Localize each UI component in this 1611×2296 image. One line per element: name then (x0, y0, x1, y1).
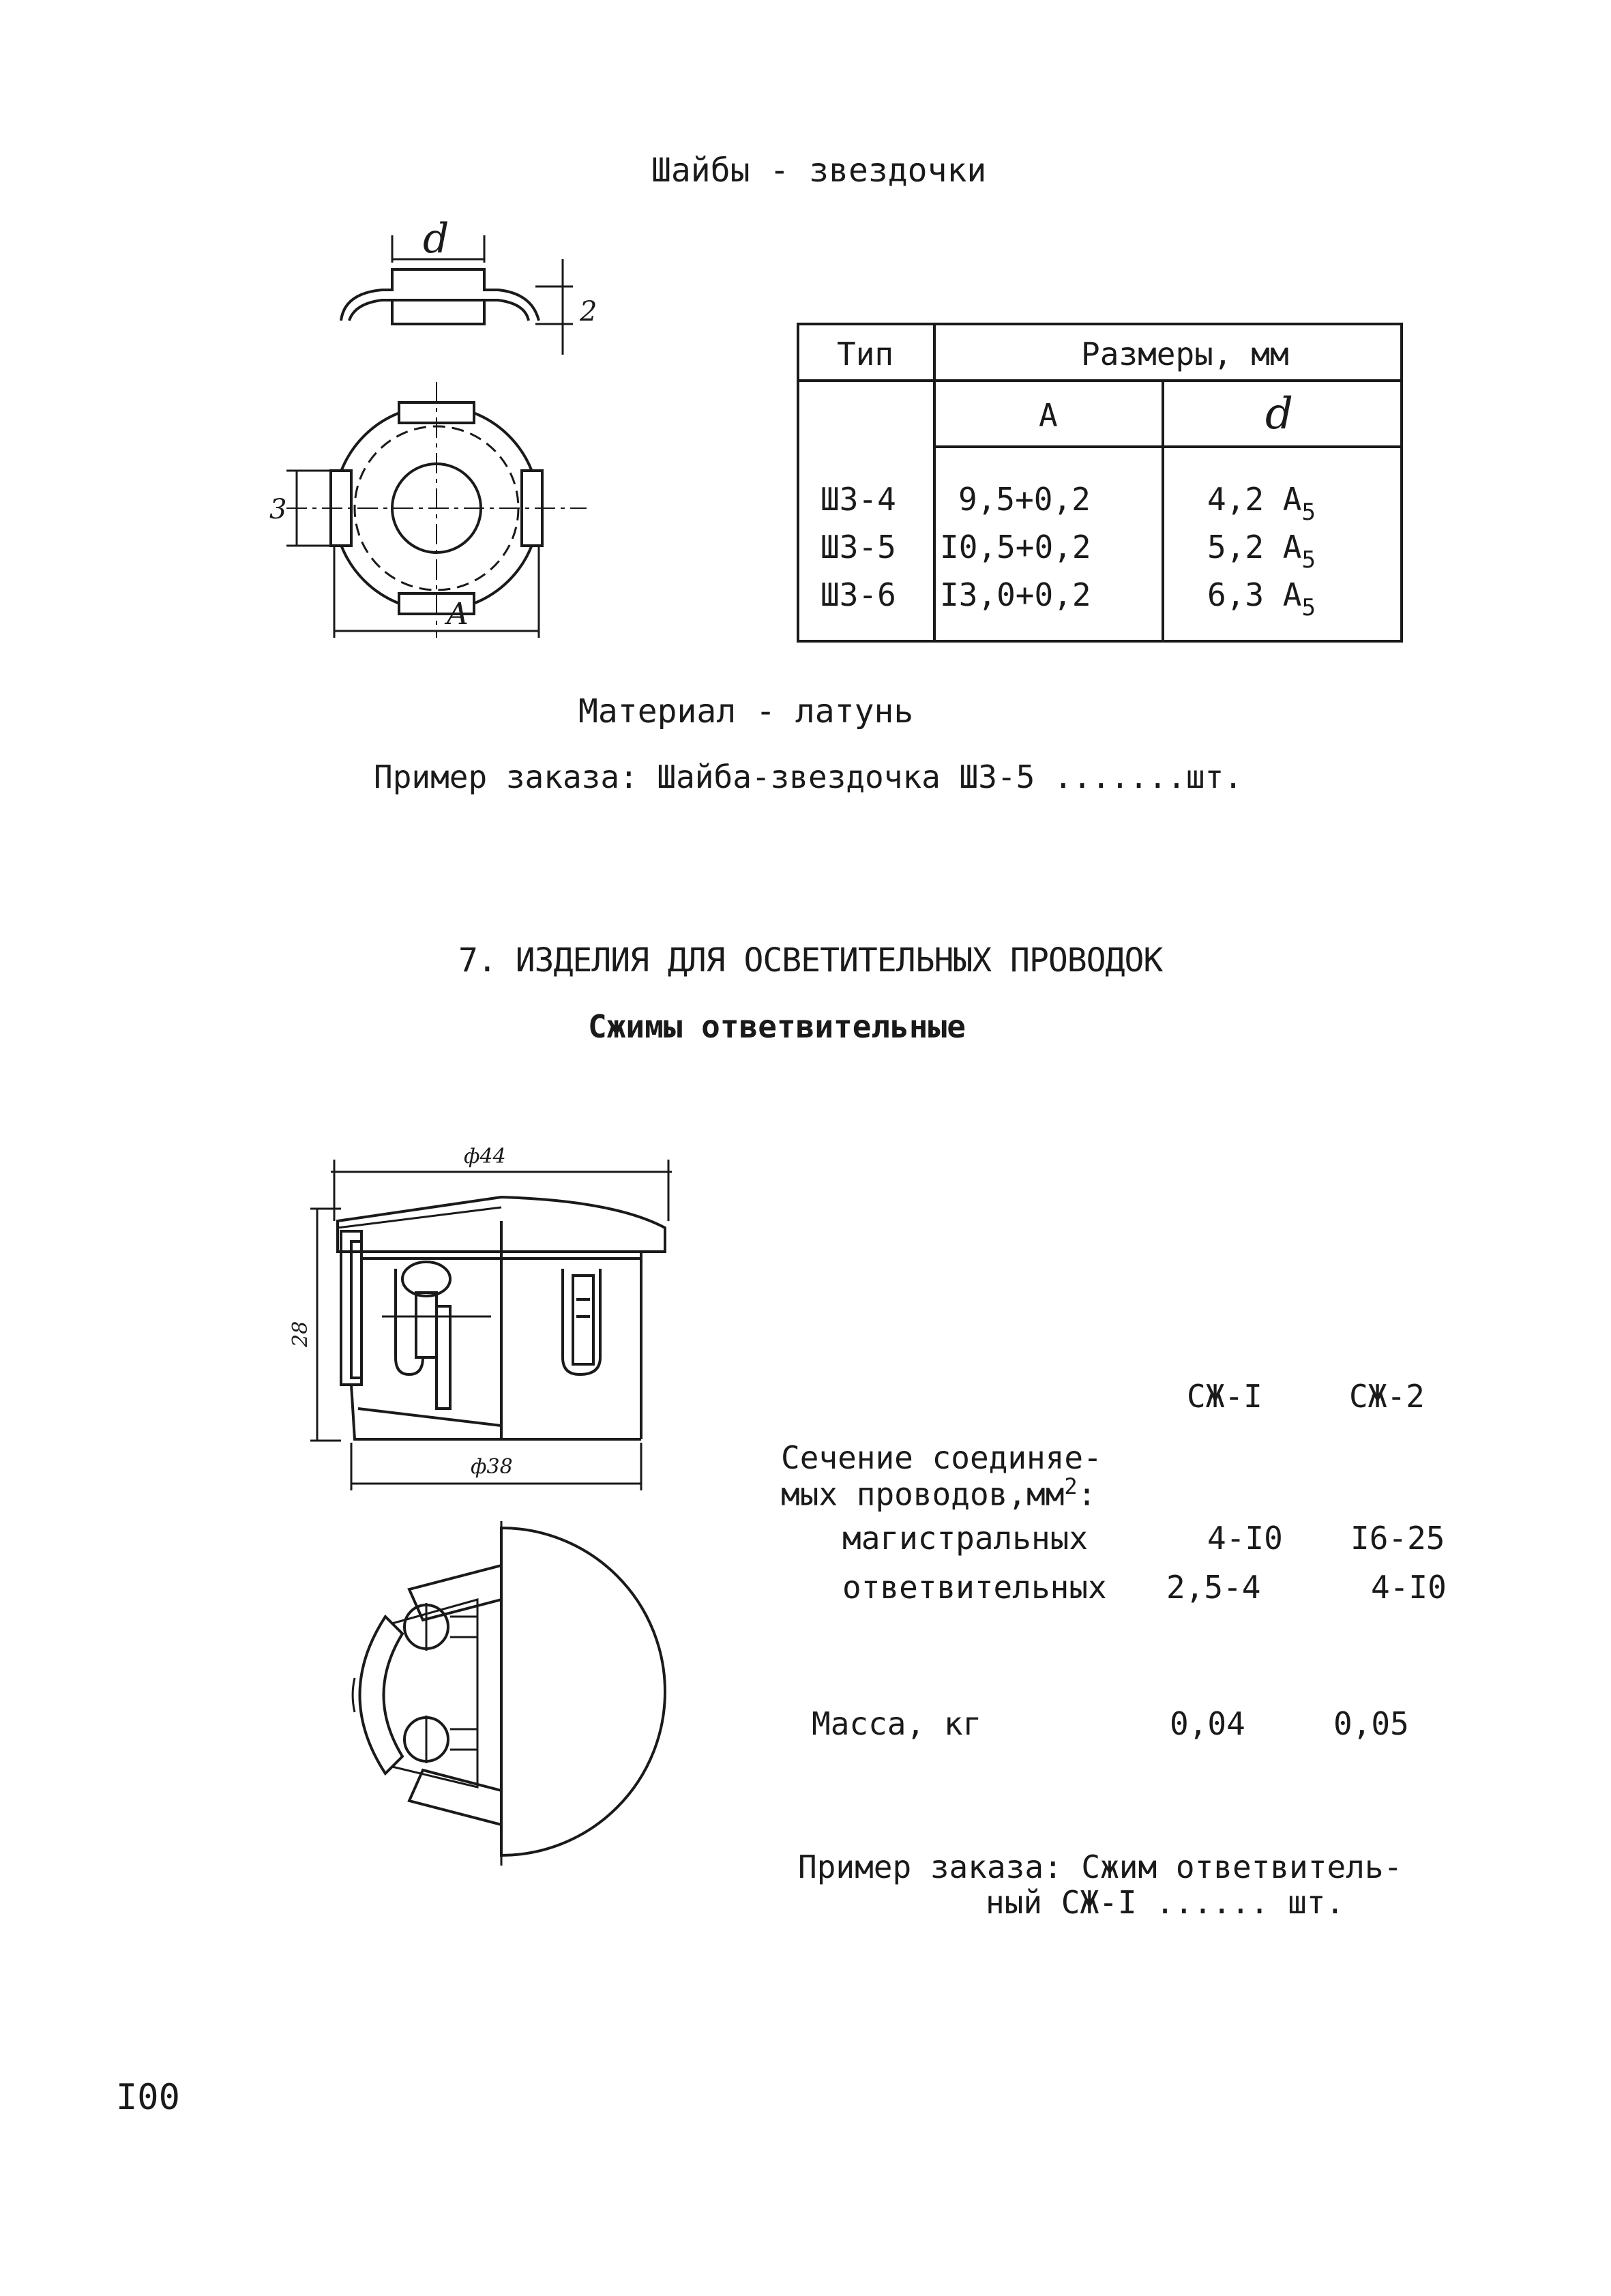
clamp-row-main-label: магистральных (842, 1520, 1089, 1557)
clamp-order-example: Пример заказа: Сжим ответвитель- (798, 1849, 1403, 1885)
table-row-A: 9,5+0,2 (958, 481, 1091, 518)
washer-dim-2: 2 (580, 296, 597, 327)
clamp-row-branch-v1: 2,5-4 (1166, 1569, 1261, 1606)
table-row-type: ШЗ-6 (821, 576, 896, 613)
clamp-order-example-2: ный СЖ-I ...... шт. (986, 1884, 1345, 1921)
table-header-A: A (1039, 397, 1058, 434)
clamp-row-main-v1: 4-I0 (1207, 1520, 1283, 1557)
table-row-d: 5,2 $A_5$ (1207, 529, 1316, 574)
table-header-d: d (1265, 389, 1293, 439)
clamp-section-label-2: мых $проводов,мм^2$: (781, 1473, 1097, 1513)
clamp-dim-38: ф38 (471, 1455, 513, 1479)
clamp-mass-v1: 0,04 (1170, 1705, 1245, 1742)
clamp-section-label: Сечение соединяе- (781, 1439, 1102, 1476)
washer-dim-d: d (423, 215, 449, 263)
clamp-col-1: СЖ-I (1187, 1378, 1262, 1415)
table-row-d: 6,3 $A_5$ (1207, 576, 1316, 621)
table-header-type: Тип (837, 336, 894, 372)
clamp-row-branch-v2: 4-I0 (1371, 1569, 1447, 1606)
washer-order-example: Пример заказа: Шайба-звездочка ШЗ-5 .......шт. (374, 759, 1243, 795)
table-row-A: I0,5+0,2 (940, 529, 1091, 565)
table-header-sizes: Размеры, мм (1081, 336, 1289, 372)
table-row-type: ШЗ-4 (821, 481, 896, 518)
clamp-row-main-v2: I6-25 (1350, 1520, 1445, 1557)
table-row-d: 4,2 $A_5$ (1207, 481, 1316, 526)
clamp-mass-v2: 0,05 (1333, 1705, 1409, 1742)
section-subheading: Сжимы ответвительные (588, 1008, 966, 1045)
table-row-A: I3,0+0,2 (940, 576, 1091, 613)
washer-dim-3: 3 (269, 494, 287, 525)
section-heading: 7. ИЗДЕЛИЯ ДЛЯ ОСВЕТИТЕЛЬНЫХ ПРОВОДОК (458, 941, 1163, 980)
clamp-dim-28: 28 (289, 1321, 312, 1347)
page-number: I00 (116, 2077, 180, 2118)
washer-dim-A: A (447, 597, 469, 632)
table-row-type: ШЗ-5 (821, 529, 896, 565)
clamp-row-branch-label: ответвительных (842, 1569, 1107, 1606)
clamp-mass-label: Масса, кг (812, 1705, 982, 1742)
clamp-col-2: СЖ-2 (1349, 1378, 1425, 1415)
washers-title: Шайбы - звездочки (651, 151, 987, 190)
clamp-dim-44: ф44 (464, 1145, 506, 1168)
washer-material: Материал - латунь (578, 692, 914, 731)
